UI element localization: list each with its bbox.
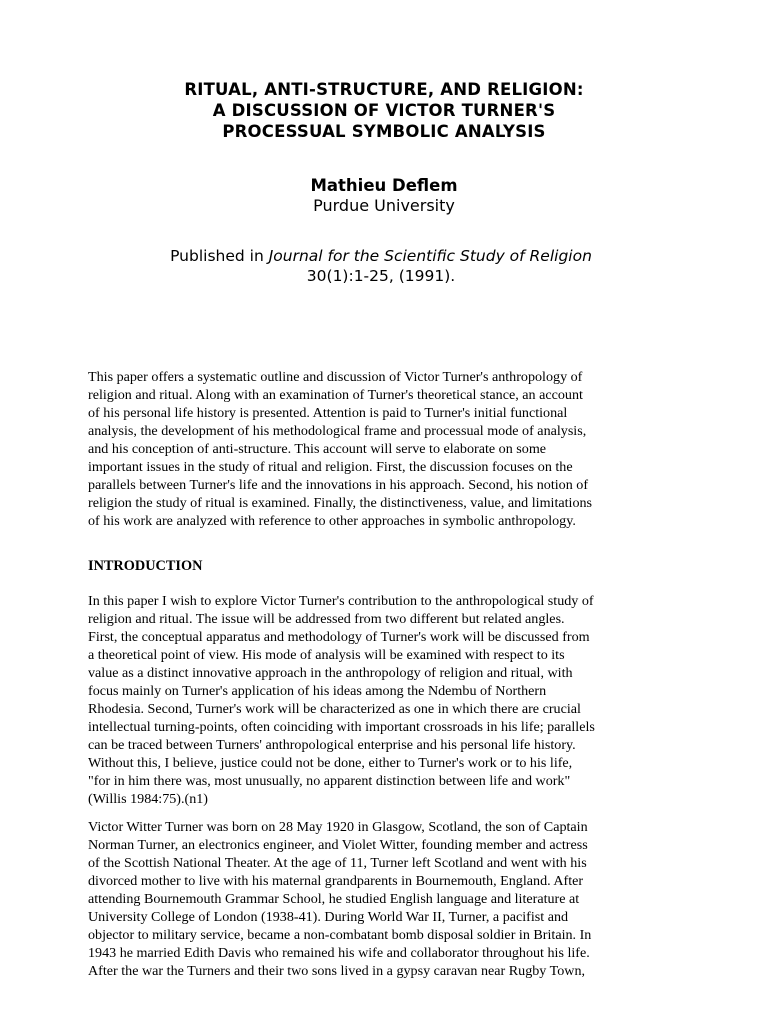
- paragraph-line: 1943 he married Edith Davis who remained his wife and collaborator throughout his life.: [88, 945, 590, 961]
- section-heading: INTRODUCTION: [88, 558, 203, 574]
- abstract-line: analysis, the development of his methodological frame and processual mode of analysis,: [88, 423, 587, 439]
- abstract: [88, 368, 688, 530]
- intro-paragraph-1: [88, 592, 688, 808]
- paragraph-line: a theoretical point of view. His mode of analysis will be examined with respect to its: [88, 647, 565, 663]
- journal-name: Journal for the Scientific Study of Religion: [268, 247, 592, 265]
- paragraph-line: can be traced between Turners' anthropological enterprise and his personal life history.: [88, 737, 576, 753]
- paragraph-line: University College of London (1938-41). During World War II, Turner, a pacifist and: [88, 909, 569, 925]
- paragraph-line: (Willis 1984:75).(n1): [88, 791, 208, 807]
- paragraph-line: In this paper I wish to explore Victor Turner's contribution to the anthropological study of: [88, 593, 594, 609]
- paragraph-line: After the war the Turners and their two sons lived in a gypsy caravan near Rugby Town,: [88, 963, 586, 979]
- paragraph-line: Without this, I believe, justice could not be done, either to Turner's work or to his life,: [88, 755, 573, 771]
- abstract-line: of his personal life history is presented. Attention is paid to Turner's initial functional: [88, 405, 568, 421]
- abstract-line: religion the study of ritual is examined. Finally, the distinctiveness, value, and limitations: [88, 495, 593, 511]
- paragraph-line: Norman Turner, an electronics engineer, and Violet Witter, founding member and actress: [88, 837, 588, 853]
- paragraph-line: "for in him there was, most unusually, no apparent distinction between life and work": [88, 773, 571, 789]
- author-name: Mathieu Deflem: [310, 176, 458, 195]
- abstract-line: and his conception of anti-structure. This account will serve to elaborate on some: [88, 441, 547, 457]
- paragraph-line: Victor Witter Turner was born on 28 May 1920 in Glasgow, Scotland, the son of Captain: [88, 819, 588, 835]
- title-line: A DISCUSSION OF VICTOR TURNER'S: [212, 101, 556, 120]
- paragraph-line: intellectual turning-points, often coinciding with important crossroads in his life; parallels: [88, 719, 595, 735]
- paragraph-line: objector to military service, became a non-combatant bomb disposal soldier in Britain. In: [88, 927, 592, 943]
- paragraph-line: of the Scottish National Theater. At the age of 11, Turner left Scotland and went with his: [88, 855, 587, 871]
- paragraph-line: attending Bournemouth Grammar School, he studied English language and literature at: [88, 891, 580, 907]
- paragraph-line: First, the conceptual apparatus and methodology of Turner's work will be discussed from: [88, 629, 590, 645]
- publication-line: [0, 246, 762, 266]
- publication-citation: 30(1):1-25, (1991).: [306, 267, 456, 285]
- paragraph-line: Rhodesia. Second, Turner's work will be characterized as one in which there are crucial: [88, 701, 581, 717]
- paragraph-line: religion and ritual. The issue will be addressed from two different but related angles.: [88, 611, 565, 627]
- abstract-line: parallels between Turner's life and the innovations in his approach. Second, his notion of: [88, 477, 589, 493]
- intro-paragraph-2: [88, 818, 688, 980]
- author-affiliation: Purdue University: [313, 196, 455, 215]
- paper-title: [0, 79, 768, 142]
- paragraph-line: divorced mother to live with his maternal grandparents in Bournemouth, England. After: [88, 873, 584, 889]
- abstract-line: religion and ritual. Along with an examination of Turner's theoretical stance, an account: [88, 387, 583, 403]
- paragraph-line: focus mainly on Turner's application of his ideas among the Ndembu of Northern: [88, 683, 547, 699]
- paragraph-line: value as a distinct innovative approach in the anthropology of religion and ritual, with: [88, 665, 573, 681]
- abstract-line: of his work are analyzed with reference to other approaches in symbolic anthropology.: [88, 513, 576, 529]
- title-line: RITUAL, ANTI-STRUCTURE, AND RELIGION:: [184, 80, 584, 99]
- title-line: PROCESSUAL SYMBOLIC ANALYSIS: [222, 122, 546, 141]
- abstract-line: important issues in the study of ritual and religion. First, the discussion focuses on the: [88, 459, 573, 475]
- publication-prefix: Published in: [170, 247, 269, 265]
- publication-info: [0, 246, 762, 286]
- abstract-line: This paper offers a systematic outline and discussion of Victor Turner's anthropology of: [88, 369, 583, 385]
